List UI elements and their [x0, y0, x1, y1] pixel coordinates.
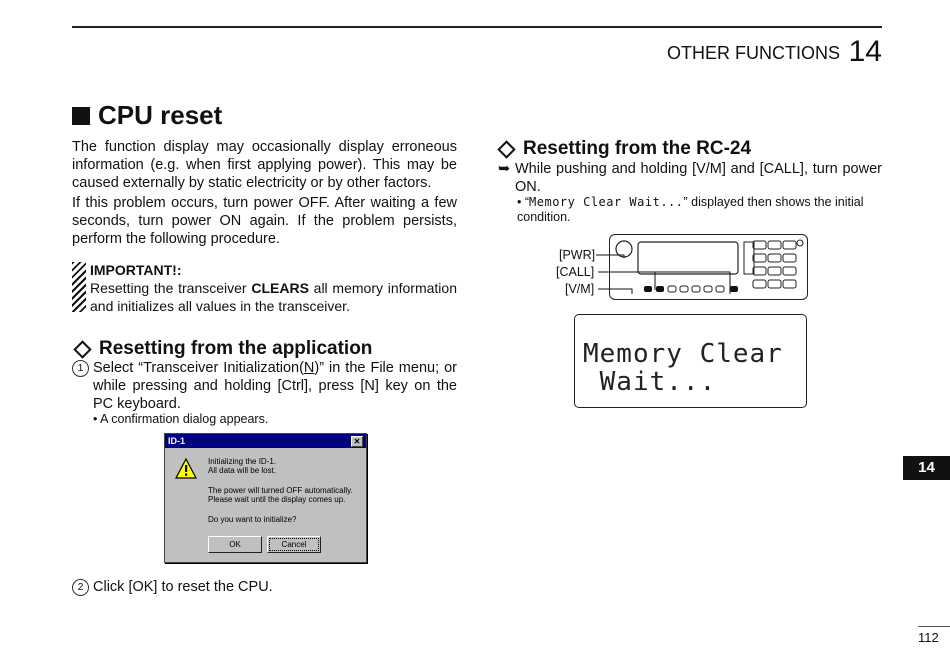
- app-reset-title: Resetting from the application: [99, 338, 373, 359]
- intro-paragraph-1: The function display may occasionally display erroneous information (e.g. when first applying power). This may be caused externally by static electricity or by other factors.: [72, 139, 457, 191]
- vm-label: [V/M]: [565, 282, 595, 296]
- close-icon[interactable]: ✕: [351, 436, 363, 447]
- confirm-dialog: [164, 433, 367, 563]
- step-number-icon: 2: [72, 579, 89, 596]
- important-bold: CLEARS: [251, 280, 309, 296]
- ok-button[interactable]: OK: [208, 536, 262, 553]
- rc24-instruction: While pushing and holding [V/M] and [CALL], turn power ON.: [515, 161, 882, 195]
- cancel-button[interactable]: Cancel: [267, 536, 321, 553]
- dialog-line-1: Initializing the ID-1.: [208, 457, 277, 466]
- dialog-title: ID-1: [168, 436, 186, 446]
- lcd-line-2: Wait...: [583, 367, 717, 397]
- step1-text-a: Select “Transceiver Initialization(: [93, 360, 304, 376]
- rc24-reset-heading: [496, 138, 751, 160]
- hatched-warning-icon: [72, 262, 86, 312]
- diamond-icon: [497, 140, 515, 158]
- page-number: 112: [918, 630, 939, 645]
- dialog-line-4: Please wait until the display comes up.: [208, 495, 346, 504]
- dialog-line-5: Do you want to initialize?: [208, 515, 297, 524]
- dialog-titlebar: [165, 434, 366, 448]
- step1-marker: [72, 359, 90, 377]
- step1-note: • A confirmation dialog appears.: [93, 412, 269, 426]
- important-pre: Resetting the transceiver: [90, 280, 252, 296]
- callout-leaders: [594, 250, 734, 300]
- rc24-note: [517, 195, 883, 225]
- important-label: IMPORTANT!:: [90, 262, 182, 278]
- intro-paragraph-2: If this problem occurs, turn power OFF. After waiting a few seconds, turn power ON again. If the problem persists, perform the following procedure.: [72, 195, 457, 247]
- lcd-line-1: Memory Clear: [583, 339, 783, 369]
- rc24-note-bullet: • “: [517, 195, 530, 209]
- step1-shortcut-key: N: [303, 360, 315, 376]
- chapter-side-tab: 14: [903, 456, 950, 480]
- step1-text: [93, 359, 457, 413]
- header-rule: [72, 26, 882, 28]
- lcd-display: [574, 314, 807, 408]
- page-number-rule: [918, 626, 950, 627]
- step2-text: Click [OK] to reset the CPU.: [93, 579, 273, 595]
- important-post: all memory information and initializes all values in the transceiver.: [90, 280, 457, 314]
- rc24-note-display: Memory Clear Wait...: [529, 195, 684, 209]
- call-label: [CALL]: [556, 265, 595, 279]
- chapter-number: 14: [848, 35, 882, 68]
- step1-text-b: )” in the File menu; or while pressing and holding [Ctrl], press [N] key on the PC keyboard.: [93, 360, 457, 412]
- rc24-reset-title: Resetting from the RC-24: [523, 138, 752, 159]
- arrow-icon: ➥: [498, 161, 511, 177]
- section-title: [72, 100, 222, 131]
- pwr-label: [PWR]: [559, 248, 596, 262]
- app-reset-heading: [72, 338, 372, 360]
- warning-icon: [175, 458, 197, 480]
- step2-marker: [72, 578, 94, 596]
- diamond-icon: [73, 340, 91, 358]
- dialog-line-2: All data will be lost.: [208, 466, 277, 475]
- square-bullet-icon: [72, 107, 90, 125]
- chapter-title: OTHER FUNCTIONS: [667, 43, 840, 63]
- important-text: [90, 279, 457, 315]
- rc24-note-rest: ” displayed then shows the initial condition.: [517, 195, 864, 224]
- step-number-icon: 1: [72, 360, 89, 377]
- section-title-text: CPU reset: [98, 100, 223, 130]
- dialog-line-3: The power will turned OFF automatically.: [208, 486, 353, 495]
